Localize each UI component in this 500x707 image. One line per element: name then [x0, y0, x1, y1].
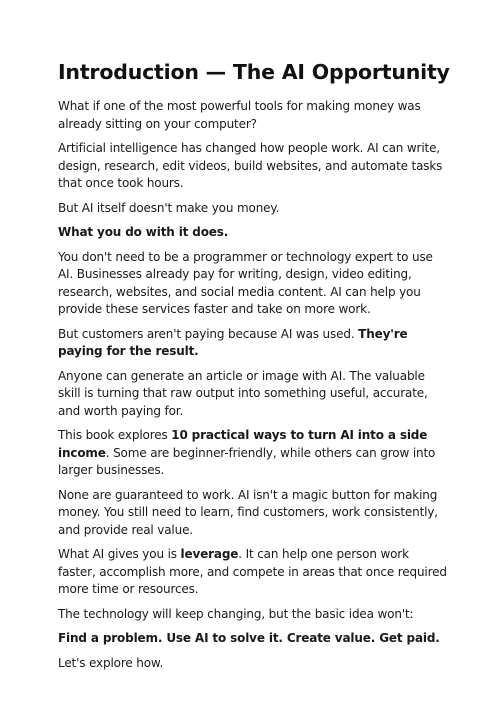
paragraph-1: What if one of the most powerful tools for making money was already sitting on your computer?: [58, 99, 421, 131]
paragraph-9: None are guaranteed to work. AI isn't a magic button for making money. You still need to learn, find customers, work consistently, and provide real value.: [58, 487, 438, 537]
paragraph-12-emphasis: Find a problem. Use AI to solve it. Create value. Get paid.: [58, 631, 440, 645]
paragraph-8: [58, 427, 450, 480]
paragraph-8-before: This book explores: [58, 428, 172, 442]
paragraph-6: [58, 326, 450, 361]
paragraph-13: Let's explore how.: [58, 655, 164, 670]
paragraph-8-bold: 10 practical ways to turn AI into a side income: [58, 428, 428, 460]
paragraph-2: Artificial intelligence has changed how people work. AI can write, design, research, edit videos, build websites, and automate tasks that once took hours.: [58, 141, 443, 190]
paragraph-10: [58, 546, 450, 599]
paragraph-6-bold: They're paying for the result.: [58, 326, 408, 358]
paragraph-6-text: But customers aren't paying because AI was used.: [58, 326, 359, 341]
paragraph-10-before: What AI gives you is: [58, 547, 181, 561]
document-page: [58, 56, 450, 679]
paragraph-3: But AI itself doesn't make you money.: [58, 200, 280, 215]
paragraph-4-emphasis: What you do with it does.: [58, 225, 229, 239]
paragraph-10-after: . It can help one person work faster, accomplish more, and compete in areas that once required more time or resources.: [58, 547, 447, 596]
page-title: Introduction — The AI Opportunity: [58, 60, 450, 84]
paragraph-11: The technology will keep changing, but the basic idea won't:: [58, 606, 414, 621]
paragraph-7: Anyone can generate an article or image with AI. The valuable skill is turning that raw output into something useful, accurate, and worth paying for.: [58, 368, 428, 418]
paragraph-8-after: . Some are beginner-friendly, while others can grow into larger businesses.: [58, 445, 436, 477]
paragraph-5: You don't need to be a programmer or technology expert to use AI. Businesses already pay for writing, design, video editing, research, websites, and social media content. AI can help you provide these services faster and take on more work.: [58, 249, 433, 316]
paragraph-10-bold: leverage: [180, 547, 239, 561]
